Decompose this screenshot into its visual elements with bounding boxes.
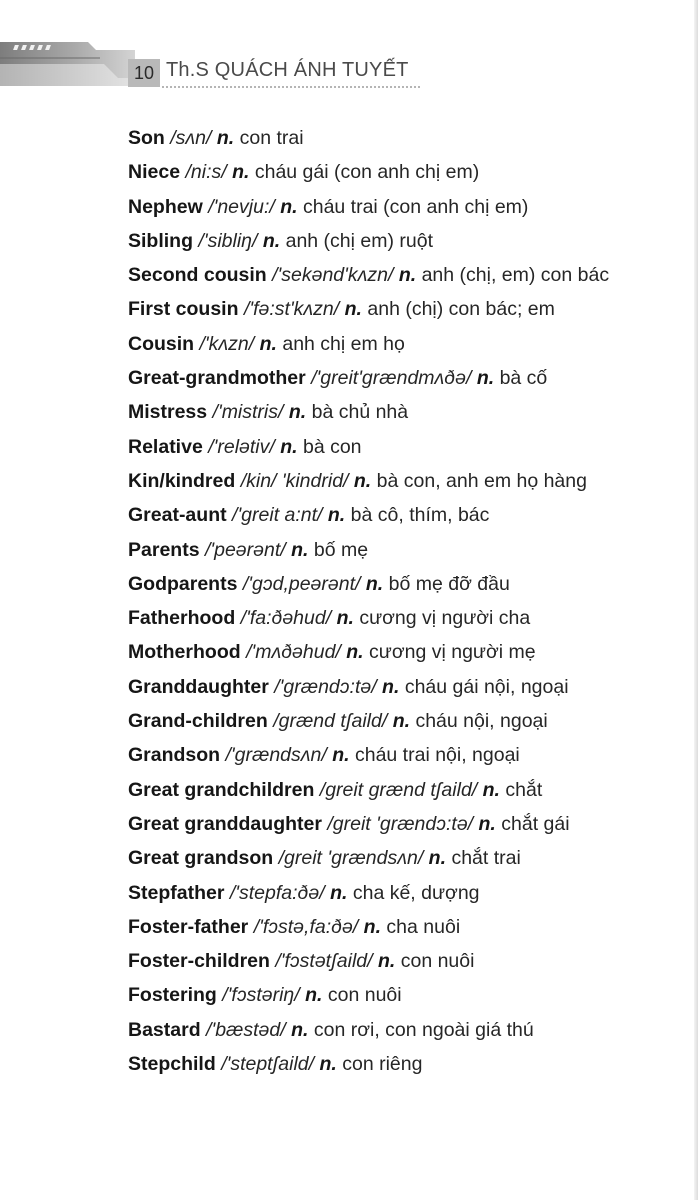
vocab-part-of-speech: n. — [353, 469, 372, 492]
vocab-meaning: cháu nội, ngoại — [415, 710, 548, 733]
vocab-meaning: bố mẹ đỡ đầu — [388, 572, 510, 595]
vocab-part-of-speech: n. — [346, 641, 364, 664]
page-edge-shadow — [694, 0, 698, 1200]
vocab-pronunciation: /'mʌðəhud/ — [246, 641, 341, 664]
vocab-meaning: anh (chị em) ruột — [285, 229, 434, 252]
vocab-meaning: cha kế, dượng — [352, 881, 480, 904]
vocab-pronunciation: /'greit a:nt/ — [232, 504, 323, 527]
vocab-word: Second cousin — [128, 264, 267, 287]
vocab-entry — [128, 224, 693, 258]
vocab-entry — [128, 978, 693, 1012]
vocab-word: Stepfather — [128, 881, 225, 904]
vocab-entry — [128, 292, 693, 326]
header-decoration — [0, 42, 135, 86]
vocab-part-of-speech: n. — [280, 195, 298, 218]
vocab-meaning: cương vị người cha — [359, 607, 531, 630]
vocab-entry — [128, 910, 693, 944]
vocab-pronunciation: /'relətiv/ — [208, 435, 275, 458]
header-dotted-divider — [162, 86, 420, 88]
vocab-part-of-speech: n. — [291, 1018, 309, 1041]
vocab-word: Great grandchildren — [128, 778, 315, 801]
vocab-entry — [128, 361, 693, 395]
vocab-pronunciation: /'grændɔ:tə/ — [274, 675, 377, 698]
vocab-entry — [128, 807, 693, 841]
vocab-word: First cousin — [128, 298, 239, 321]
vocab-part-of-speech: n. — [330, 881, 348, 904]
vocab-entry — [128, 738, 693, 772]
vocab-entry — [128, 190, 693, 224]
vocab-word: Nephew — [128, 195, 203, 218]
vocab-word: Parents — [128, 538, 200, 561]
page-number: 10 — [128, 59, 160, 87]
vocab-word: Stepchild — [128, 1053, 216, 1076]
vocab-part-of-speech: n. — [482, 778, 500, 801]
vocab-meaning: con riêng — [342, 1053, 423, 1076]
vocab-word: Foster-father — [128, 915, 249, 938]
vocab-pronunciation: /'kʌzn/ — [199, 332, 255, 355]
vocab-word: Niece — [128, 161, 181, 184]
vocab-meaning: con nuôi — [327, 984, 402, 1007]
vocab-meaning: cháu gái nội, ngoại — [404, 675, 569, 698]
vocab-pronunciation: /'fa:ðəhud/ — [240, 607, 332, 630]
vocab-entry — [128, 704, 693, 738]
vocab-meaning: anh (chị, em) con bác — [421, 264, 610, 287]
vocab-entry — [128, 876, 693, 910]
vocab-pronunciation: /'fɔstə,fa:ðə/ — [253, 915, 359, 938]
vocab-pronunciation: /'sibliŋ/ — [198, 229, 258, 252]
vocab-part-of-speech: n. — [332, 744, 350, 767]
vocab-part-of-speech: n. — [344, 298, 362, 321]
vocab-entry — [128, 1047, 693, 1081]
vocab-part-of-speech: n. — [280, 435, 298, 458]
vocab-meaning: anh chị em họ — [282, 332, 405, 355]
vocab-part-of-speech: n. — [478, 812, 496, 835]
vocab-entry — [128, 841, 693, 875]
vocab-entry — [128, 258, 693, 292]
vocab-entry — [128, 944, 693, 978]
vocab-part-of-speech: n. — [305, 984, 323, 1007]
vocab-entry — [128, 327, 693, 361]
vocab-word: Cousin — [128, 332, 195, 355]
vocab-word: Kin/kindred — [128, 469, 241, 492]
vocab-word: Fostering — [128, 984, 223, 1007]
vocab-part-of-speech: n. — [327, 504, 346, 527]
vocab-part-of-speech: n. — [476, 367, 495, 390]
vocab-meaning: con nuôi — [400, 950, 475, 973]
vocab-entry — [128, 498, 693, 532]
vocab-part-of-speech: n. — [363, 915, 381, 938]
vocab-part-of-speech: n. — [392, 710, 411, 733]
vocab-entry — [128, 430, 693, 464]
vocab-word: Granddaughter — [128, 675, 269, 698]
vocab-pronunciation: /greit 'grændsʌn/ — [278, 847, 424, 870]
vocab-pronunciation: /greit grænd tʃaild/ — [319, 778, 478, 801]
vocab-word: Great-aunt — [128, 504, 227, 527]
vocab-part-of-speech: n. — [291, 538, 309, 561]
vocab-meaning: bố mẹ — [313, 538, 369, 561]
vocab-pronunciation: /'peərənt/ — [204, 538, 286, 561]
vocab-word: Sibling — [128, 229, 193, 252]
vocab-meaning: cháu trai (con anh chị em) — [302, 195, 529, 218]
vocab-word: Great granddaughter — [128, 812, 322, 835]
vocab-pronunciation: /'grændsʌn/ — [225, 744, 327, 767]
vocab-meaning: cháu trai nội, ngoại — [354, 744, 520, 767]
vocab-entry — [128, 1013, 693, 1047]
vocab-part-of-speech: n. — [382, 675, 400, 698]
vocab-word: Grand-children — [128, 710, 268, 733]
vocab-meaning: bà con, anh em họ hàng — [376, 469, 587, 492]
vocab-word: Grandson — [128, 744, 221, 767]
vocab-word: Godparents — [128, 572, 238, 595]
vocab-pronunciation: /'sekənd'kʌzn/ — [272, 264, 394, 287]
vocab-entry — [128, 395, 693, 429]
vocab-meaning: anh (chị) con bác; em — [367, 298, 555, 321]
vocab-word: Son — [128, 127, 165, 149]
header-ribbon-graphic — [0, 42, 135, 86]
vocab-pronunciation: /ni:s/ — [185, 161, 227, 184]
vocab-pronunciation: /'stepfa:ðə/ — [229, 881, 325, 904]
vocab-meaning: con trai — [239, 127, 304, 149]
vocab-word: Great grandson — [128, 847, 274, 870]
vocab-part-of-speech: n. — [259, 332, 277, 355]
vocab-part-of-speech: n. — [319, 1053, 337, 1076]
vocab-part-of-speech: n. — [216, 127, 235, 149]
vocab-part-of-speech: n. — [377, 950, 396, 973]
vocab-entry — [128, 533, 693, 567]
vocab-part-of-speech: n. — [428, 847, 447, 870]
vocab-pronunciation: /'gɔd,peərənt/ — [242, 572, 361, 595]
vocab-meaning: bà con — [302, 435, 362, 458]
vocab-pronunciation: /'steptʃaild/ — [221, 1053, 315, 1076]
vocab-entry — [128, 601, 693, 635]
vocab-pronunciation: /kin/ 'kindrid/ — [240, 469, 349, 492]
vocab-meaning: cha nuôi — [386, 915, 461, 938]
vocab-pronunciation: /sʌn/ — [170, 127, 212, 149]
vocab-meaning: cháu gái (con anh chị em) — [254, 161, 480, 184]
vocab-word: Relative — [128, 435, 203, 458]
vocab-meaning: chắt trai — [451, 847, 521, 870]
vocab-meaning: chắt — [505, 778, 543, 801]
vocab-pronunciation: /'bæstəd/ — [206, 1018, 286, 1041]
vocab-entry — [128, 121, 693, 155]
vocab-meaning: bà cô, thím, bác — [350, 504, 490, 527]
vocab-part-of-speech: n. — [232, 161, 250, 184]
vocab-entry — [128, 635, 693, 669]
vocab-meaning: con rơi, con ngoài giá thú — [313, 1018, 534, 1041]
vocab-word: Motherhood — [128, 641, 241, 664]
vocab-entry — [128, 670, 693, 704]
vocab-pronunciation: /greit 'grændɔ:tə/ — [327, 812, 474, 835]
vocab-part-of-speech: n. — [336, 607, 354, 630]
vocab-word: Foster-children — [128, 950, 270, 973]
vocab-word: Bastard — [128, 1018, 201, 1041]
vocab-part-of-speech: n. — [288, 401, 307, 424]
vocab-word: Fatherhood — [128, 607, 236, 630]
vocab-meaning: cương vị người mẹ — [369, 641, 536, 664]
vocabulary-list — [128, 121, 693, 1081]
vocab-word: Great-grandmother — [128, 367, 306, 390]
vocab-pronunciation: /'fə:st'kʌzn/ — [243, 298, 340, 321]
vocab-entry — [128, 155, 693, 189]
vocab-entry — [128, 464, 693, 498]
vocab-meaning: chắt gái — [501, 812, 570, 835]
vocab-meaning: bà cố — [499, 367, 548, 390]
vocab-meaning: bà chủ nhà — [311, 401, 409, 424]
author-name: Th.S QUÁCH ÁNH TUYẾT — [166, 59, 409, 81]
vocab-entry — [128, 567, 693, 601]
vocab-pronunciation: /grænd tʃaild/ — [273, 710, 388, 733]
vocab-part-of-speech: n. — [398, 264, 417, 287]
vocab-part-of-speech: n. — [365, 572, 384, 595]
vocab-pronunciation: /'greit'grændmʌðə/ — [311, 367, 472, 390]
vocab-word: Mistress — [128, 401, 208, 424]
vocab-part-of-speech: n. — [262, 229, 281, 252]
vocab-pronunciation: /'fɔstəriŋ/ — [222, 984, 300, 1007]
vocab-entry — [128, 773, 693, 807]
vocab-pronunciation: /'fɔstətʃaild/ — [275, 950, 373, 973]
vocab-pronunciation: /'mistris/ — [212, 401, 284, 424]
vocab-pronunciation: /'nevju:/ — [208, 195, 275, 218]
